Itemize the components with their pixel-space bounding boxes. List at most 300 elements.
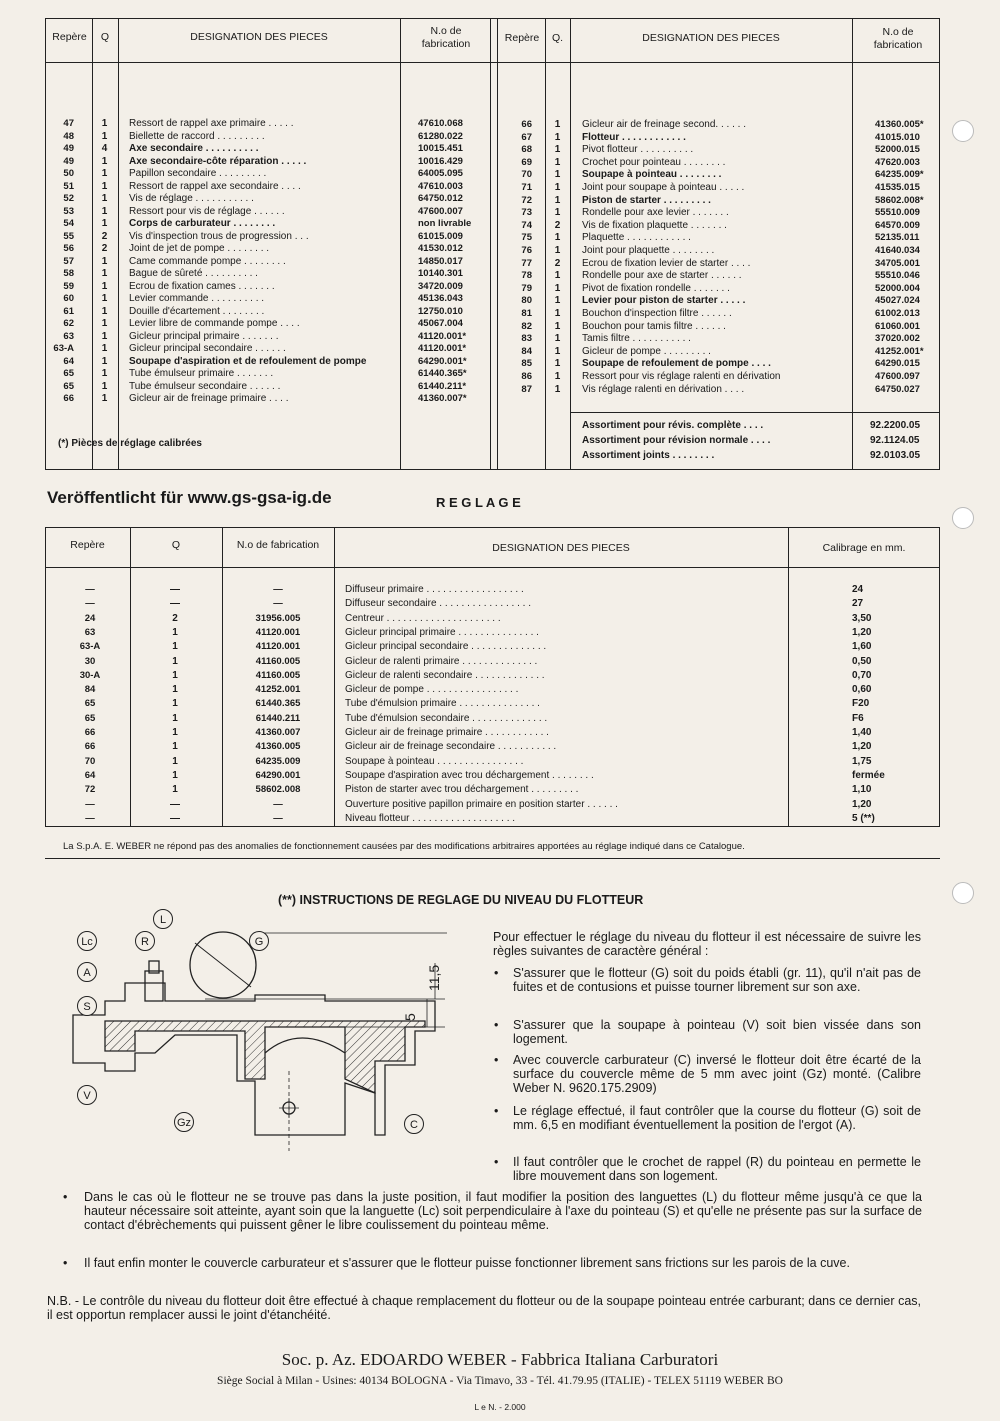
part-number: 41252.001* (875, 345, 924, 357)
part-q: 1 (554, 358, 561, 370)
reglage-q: 1 (172, 755, 178, 767)
reglage-calibrage: 1,40 (852, 727, 872, 738)
reglage-q: — (170, 812, 180, 824)
part-designation: Gicleur air de freinage primaire . . . . (129, 393, 289, 404)
reglage-repere: — (85, 598, 95, 610)
part-q: 1 (554, 207, 561, 219)
bullet-dot: • (63, 1256, 68, 1270)
part-repere: 59 (63, 280, 74, 292)
reglage-header-no: N.o de fabrication (236, 539, 320, 551)
reglage-title: R E G L A G E (436, 495, 521, 510)
reglage-q: 1 (172, 641, 178, 653)
part-designation: Corps de carburateur . . . . . . . . (129, 218, 276, 229)
assortment-number: 92.0103.05 (870, 450, 921, 461)
reglage-repere: 24 (84, 612, 96, 624)
reglage-calibrage: 1,20 (852, 626, 872, 638)
part-designation: Vis réglage ralenti en dérivation . . . . (582, 383, 745, 395)
part-designation: Biellette de raccord . . . . . . . . . (129, 130, 265, 142)
part-repere: 50 (63, 168, 74, 179)
part-repere: 52 (63, 193, 74, 204)
instruction-bullet: Le réglage effectué, il faut contrôler que la course du flotteur (G) soit de mm. 6,5 en modifiant éventuellement la position de l'ergot (A). (513, 1104, 921, 1132)
reglage-repere: 66 (84, 727, 96, 738)
part-repere: 87 (521, 383, 532, 395)
part-number: 10016.429 (418, 155, 463, 167)
part-designation: Plaquette . . . . . . . . . . . . (582, 232, 691, 244)
part-number: 52135.011 (875, 232, 920, 244)
disclaimer: La S.p.A. E. WEBER ne répond pas des anomalies de fonctionnement causées par des modifications arbitraires apportées au réglage indiqué dans ce Catalogue. (63, 841, 745, 852)
part-q: 2 (101, 243, 108, 254)
part-number: 41360.007* (418, 393, 467, 404)
reglage-q: 1 (172, 655, 178, 667)
part-number: 41120.001* (418, 343, 467, 354)
footer-address: Siège Social à Milan - Usines: 40134 BOLOGNA - Via Timavo, 33 - Tél. 41.79.95 (ITALIE) - TELEX 51119 WEBER BO (217, 1375, 783, 1387)
part-q: 2 (554, 219, 561, 231)
part-q: 1 (101, 293, 108, 304)
reglage-header-q: Q (171, 539, 181, 551)
header-no-2: N.o de fabrication (873, 26, 923, 51)
reglage-number: 61440.211 (255, 712, 301, 724)
header-designation: DESIGNATION DES PIECES (190, 31, 328, 43)
part-repere: 72 (521, 194, 532, 206)
reglage-number: 41120.001 (255, 626, 301, 638)
part-q: 1 (554, 371, 561, 382)
part-q: 1 (101, 318, 108, 329)
part-number: 47620.003 (875, 156, 920, 168)
instructions-intro: Pour effectuer le réglage du niveau du flotteur il est nécessaire de suivre les règles suivantes de caractère général : (493, 930, 921, 958)
reglage-calibrage: 1,10 (852, 784, 872, 796)
reglage-number: 41360.005 (255, 741, 301, 753)
part-repere: 63 (63, 330, 74, 342)
bullet-dot: • (494, 1155, 499, 1169)
assortment-number: 92.2200.05 (870, 420, 921, 431)
part-designation: Gicleur air de freinage second. . . . . . (582, 119, 746, 130)
part-q: 1 (101, 255, 108, 267)
part-q: 1 (101, 118, 108, 129)
reglage-q: 1 (172, 727, 178, 738)
part-number: 58602.008* (875, 194, 924, 206)
part-number: 14850.017 (418, 255, 463, 267)
assortment-label: Assortiment joints . . . . . . . . (582, 450, 715, 461)
reglage-calibrage: 27 (852, 598, 864, 610)
reglage-q: 1 (172, 626, 178, 638)
part-designation: Rondelle pour axe de starter . . . . . . (582, 270, 742, 282)
part-q: 2 (554, 257, 561, 269)
part-number: 64570.009 (875, 219, 920, 231)
part-q: 1 (554, 194, 561, 206)
instruction-bullet: Avec couvercle carburateur (C) inversé le flotteur doit être écarté de la surface du couvercle même de 5 mm avec joint (Gz) monté. (Calibre Weber N. 9620.175.2909) (513, 1053, 921, 1095)
reglage-q: 2 (172, 612, 178, 624)
reglage-calibrage: 5 (**) (852, 812, 875, 824)
part-q: 1 (554, 119, 561, 130)
reglage-designation: Diffuseur secondaire . . . . . . . . . . . . . . . . . (345, 598, 531, 610)
reglage-calibrage: 1,75 (852, 755, 872, 767)
part-q: 1 (101, 193, 108, 204)
reglage-q: — (170, 584, 180, 595)
reglage-header-designation: DESIGNATION DES PIECES (492, 542, 630, 554)
reglage-header-repere: Repère (70, 539, 105, 551)
reglage-repere: 66 (84, 741, 96, 753)
binder-hole (952, 120, 974, 142)
part-designation: Pivot de fixation rondelle . . . . . . . (582, 282, 730, 294)
reglage-designation: Niveau flotteur . . . . . . . . . . . . . . . . . . . (345, 812, 516, 824)
reglage-number: — (273, 584, 283, 595)
part-number: 64005.095 (418, 168, 463, 179)
part-number: 37020.002 (875, 333, 920, 345)
bullet-dot: • (494, 1053, 499, 1067)
reglage-designation: Gicleur de pompe . . . . . . . . . . . . . . . . . (345, 684, 519, 696)
label-s: S (77, 996, 97, 1016)
part-designation: Vis d'inspection trous de progression . . . (129, 230, 309, 242)
reglage-calibrage: F20 (852, 698, 870, 710)
part-repere: 75 (521, 232, 532, 244)
part-repere: 70 (521, 169, 532, 181)
part-q: 1 (101, 155, 108, 167)
part-q: 1 (101, 130, 108, 142)
part-number: 47600.097 (875, 371, 920, 382)
reglage-q: 1 (172, 741, 178, 753)
label-lc: Lc (77, 931, 97, 951)
reglage-calibrage: F6 (852, 712, 864, 724)
part-q: 1 (554, 295, 561, 307)
reglage-header-calibrage: Calibrage en mm. (822, 542, 906, 554)
reglage-number: 41160.005 (255, 655, 301, 667)
assortment-number: 92.1124.05 (870, 435, 920, 446)
dim-11-5: 11,5 (426, 964, 442, 991)
part-designation: Ecrou de fixation cames . . . . . . . (129, 280, 275, 292)
part-designation: Soupape à pointeau . . . . . . . . (582, 169, 722, 181)
binder-hole (952, 507, 974, 529)
reglage-designation: Diffuseur primaire . . . . . . . . . . . . . . . . . . (345, 584, 524, 595)
part-number: 61015.009 (418, 230, 463, 242)
instructions-box (45, 858, 940, 859)
reglage-designation: Centreur . . . . . . . . . . . . . . . . . . . . . (345, 612, 501, 624)
part-repere: 81 (521, 308, 532, 319)
reglage-q: 1 (172, 669, 178, 681)
part-number: 41015.010 (875, 131, 920, 143)
part-q: 1 (554, 345, 561, 357)
bullet-dot: • (494, 1104, 499, 1118)
part-q: 1 (554, 282, 561, 294)
part-q: 4 (101, 143, 108, 154)
part-number: 45027.024 (875, 295, 920, 307)
reglage-calibrage: 0,50 (852, 655, 872, 667)
reglage-number: 31956.005 (255, 612, 301, 624)
part-repere: 51 (63, 180, 74, 192)
part-repere: 63-A (53, 343, 74, 354)
part-q: 1 (101, 355, 108, 367)
part-repere: 47 (63, 118, 74, 129)
reglage-calibrage: 24 (852, 584, 864, 595)
part-number: 64290.001* (418, 355, 467, 367)
part-number: 64750.027 (875, 383, 920, 395)
part-number: 61440.211* (418, 380, 467, 392)
part-number: 52000.015 (875, 144, 920, 156)
part-designation: Came commande pompe . . . . . . . . (129, 255, 286, 267)
part-number: 41535.015 (875, 182, 920, 193)
part-designation: Pivot flotteur . . . . . . . . . . (582, 144, 694, 156)
part-q: 1 (554, 270, 561, 282)
part-number: 47600.007 (418, 205, 463, 217)
part-repere: 65 (63, 380, 74, 392)
part-designation: Ressort de rappel axe primaire . . . . . (129, 118, 294, 129)
part-q: 1 (101, 168, 108, 179)
part-repere: 73 (521, 207, 532, 219)
part-repere: 71 (521, 182, 532, 193)
bullet-dot: • (494, 966, 499, 980)
part-designation: Levier libre de commande pompe . . . . (129, 318, 300, 329)
part-q: 1 (554, 308, 561, 319)
part-number: 64235.009* (875, 169, 924, 181)
part-number: 45067.004 (418, 318, 463, 329)
part-repere: 56 (63, 243, 74, 254)
part-repere: 78 (521, 270, 532, 282)
part-designation: Vis de réglage . . . . . . . . . . . (129, 193, 254, 204)
part-repere: 77 (521, 257, 532, 269)
part-number: 47610.068 (418, 118, 463, 129)
reglage-q: 1 (172, 698, 178, 710)
reglage-repere: 64 (84, 769, 96, 781)
part-repere: 86 (521, 371, 532, 382)
part-designation: Joint de jet de pompe . . . . . . . . (129, 243, 270, 254)
footer-code: L e N. - 2.000 (474, 1402, 526, 1412)
part-number: 45136.043 (418, 293, 463, 304)
header-no: N.o de fabrication (421, 25, 471, 50)
part-repere: 69 (521, 156, 532, 168)
reglage-calibrage: 1,60 (852, 641, 872, 653)
part-q: 1 (554, 182, 561, 193)
part-number: 64750.012 (418, 193, 463, 204)
reglage-calibrage: fermée (852, 769, 885, 781)
part-repere: 80 (521, 295, 532, 307)
reglage-repere: 70 (84, 755, 96, 767)
reglage-designation: Gicleur principal secondaire . . . . . . . . . . . . . . (345, 641, 547, 653)
part-q: 1 (554, 169, 561, 181)
reglage-designation: Soupape d'aspiration avec trou déchargement . . . . . . . . (345, 769, 594, 781)
part-number: 41120.001* (418, 330, 467, 342)
part-designation: Bouchon d'inspection filtre . . . . . . (582, 308, 732, 319)
reglage-designation: Gicleur air de freinage primaire . . . . . . . . . . . . (345, 727, 549, 738)
reglage-number: — (273, 812, 283, 824)
part-q: 1 (101, 393, 108, 404)
reglage-number: — (273, 598, 283, 610)
reglage-repere: 72 (84, 784, 96, 796)
part-q: 1 (554, 333, 561, 345)
bullet-dot: • (494, 1018, 499, 1032)
part-number: non livrable (418, 218, 472, 229)
part-designation: Gicleur principal secondaire . . . . . . (129, 343, 286, 354)
part-q: 1 (101, 368, 108, 379)
footer-company: Soc. p. Az. EDOARDO WEBER - Fabbrica Italiana Carburatori (281, 1350, 719, 1369)
reglage-designation: Ouverture positive papillon primaire en position starter . . . . . . (345, 798, 618, 810)
binder-hole (952, 882, 974, 904)
reglage-q: 1 (172, 712, 178, 724)
reglage-designation: Gicleur air de freinage secondaire . . . . . . . . . . . (345, 741, 557, 753)
part-repere: 58 (63, 268, 74, 279)
part-repere: 54 (63, 218, 74, 229)
part-repere: 62 (63, 318, 74, 329)
part-designation: Ressort pour vis de réglage . . . . . . (129, 205, 285, 217)
part-number: 12750.010 (418, 305, 463, 317)
part-designation: Papillon secondaire . . . . . . . . . (129, 168, 267, 179)
part-q: 1 (101, 205, 108, 217)
part-repere: 84 (521, 345, 532, 357)
reglage-repere: 63-A (79, 641, 101, 653)
reglage-designation: Tube d'émulsion primaire . . . . . . . . . . . . . . . (345, 698, 540, 710)
part-number: 47610.003 (418, 180, 463, 192)
reglage-repere: — (85, 584, 95, 595)
reglage-calibrage: 1,20 (852, 798, 872, 810)
part-number: 41360.005* (875, 119, 924, 130)
part-designation: Piston de starter . . . . . . . . . (582, 194, 711, 206)
part-designation: Tube émulseur primaire . . . . . . . (129, 368, 274, 379)
part-designation: Tamis filtre . . . . . . . . . . . (582, 333, 691, 345)
label-gz: Gz (174, 1112, 194, 1132)
reglage-number: 41160.005 (255, 669, 301, 681)
reglage-designation: Tube d'émulsion secondaire . . . . . . . . . . . . . . (345, 712, 548, 724)
part-designation: Soupape de refoulement de pompe . . . . (582, 358, 771, 370)
header-q-2: Q. (551, 32, 564, 44)
label-a: A (77, 962, 97, 982)
part-q: 1 (554, 383, 561, 395)
reglage-q: 1 (172, 684, 178, 696)
instruction-bullet: S'assurer que la soupape à pointeau (V) soit bien vissée dans son logement. (513, 1018, 921, 1046)
instruction-bullet: S'assurer que le flotteur (G) soit du poids établi (gr. 11), qu'il n'ait pas de fuites et de contusions et puisse tourner librement sur son axe. (513, 966, 921, 994)
reglage-number: 41252.001 (255, 684, 301, 696)
part-number: 61002.013 (875, 308, 920, 319)
label-l: L (153, 909, 173, 929)
instructions-title: (**) INSTRUCTIONS DE REGLAGE DU NIVEAU DU FLOTTEUR (278, 893, 644, 907)
assortment-label: Assortiment pour révis. complète . . . . (582, 420, 764, 431)
part-q: 1 (101, 380, 108, 392)
part-q: 1 (101, 218, 108, 229)
reglage-repere: — (85, 812, 95, 824)
part-repere: 83 (521, 333, 532, 345)
part-repere: 76 (521, 245, 532, 256)
part-repere: 68 (521, 144, 532, 156)
reglage-designation: Gicleur principal primaire . . . . . . . . . . . . . . . (345, 626, 539, 638)
reglage-repere: — (85, 798, 95, 810)
part-designation: Axe secondaire-côte réparation . . . . . (129, 155, 307, 167)
part-designation: Levier commande . . . . . . . . . . (129, 293, 265, 304)
part-designation: Ressort de rappel axe secondaire . . . . (129, 180, 301, 192)
part-designation: Flotteur . . . . . . . . . . . . (582, 131, 686, 143)
calibrated-note: (*) Pièces de réglage calibrées (58, 438, 202, 449)
part-q: 1 (101, 305, 108, 317)
part-q: 1 (101, 330, 108, 342)
label-v: V (77, 1085, 97, 1105)
reglage-q: — (170, 598, 180, 610)
reglage-q: 1 (172, 784, 178, 796)
part-repere: 82 (521, 320, 532, 332)
reglage-calibrage: 0,70 (852, 669, 872, 681)
part-repere: 65 (63, 368, 74, 379)
part-designation: Douille d'écartement . . . . . . . . (129, 305, 265, 317)
part-designation: Rondelle pour axe levier . . . . . . . (582, 207, 729, 219)
part-designation: Bague de sûreté . . . . . . . . . . (129, 268, 258, 279)
bullet-dot: • (63, 1190, 68, 1204)
reglage-designation: Gicleur de ralenti secondaire . . . . . . . . . . . . . (345, 669, 545, 681)
part-q: 1 (554, 245, 561, 256)
reglage-number: 41360.007 (255, 727, 301, 738)
header-repere: Repère (52, 31, 87, 43)
part-repere: 85 (521, 358, 532, 370)
label-g: G (249, 931, 269, 951)
part-repere: 49 (63, 155, 74, 167)
label-r: R (135, 931, 155, 951)
instruction-bullet: Il faut contrôler que le crochet de rappel (R) du pointeau en permette le libre mouvement dans son logement. (513, 1155, 921, 1183)
header-repere-2: Repère (504, 32, 540, 44)
part-number: 61060.001 (875, 320, 920, 332)
part-repere: 55 (63, 230, 74, 242)
part-repere: 60 (63, 293, 74, 304)
part-designation: Soupape d'aspiration et de refoulement de pompe (129, 355, 367, 367)
part-q: 1 (101, 180, 108, 192)
part-number: 10015.451 (418, 143, 463, 154)
part-designation: Bouchon pour tamis filtre . . . . . . (582, 320, 726, 332)
reglage-repere: 30 (84, 655, 96, 667)
reglage-number: 58602.008 (255, 784, 301, 796)
reglage-number: 41120.001 (255, 641, 301, 653)
reglage-calibrage: 1,20 (852, 741, 872, 753)
part-number: 55510.009 (875, 207, 920, 219)
part-q: 1 (101, 268, 108, 279)
part-q: 1 (101, 343, 108, 354)
part-q: 1 (554, 320, 561, 332)
assortment-label: Assortiment pour révision normale . . . . (582, 435, 771, 446)
part-designation: Axe secondaire . . . . . . . . . . (129, 143, 259, 154)
part-number: 61440.365* (418, 368, 467, 379)
reglage-designation: Soupape à pointeau . . . . . . . . . . . . . . . . (345, 755, 524, 767)
part-repere: 49 (63, 143, 74, 154)
part-designation: Joint pour soupape à pointeau . . . . . (582, 182, 745, 193)
reglage-calibrage: 3,50 (852, 612, 872, 624)
reglage-q: 1 (172, 769, 178, 781)
part-designation: Tube émulseur secondaire . . . . . . (129, 380, 281, 392)
part-number: 41530.012 (418, 243, 463, 254)
reglage-repere: 65 (84, 712, 96, 724)
part-repere: 48 (63, 130, 74, 142)
part-q: 1 (554, 144, 561, 156)
part-designation: Vis de fixation plaquette . . . . . . . (582, 219, 727, 231)
part-q: 1 (554, 232, 561, 244)
part-designation: Ecrou de fixation levier de starter . . . . (582, 257, 751, 269)
part-repere: 66 (63, 393, 74, 404)
nb-note: N.B. - Le contrôle du niveau du flotteur doit être effectué à chaque remplacement du flotteur ou de la soupape pointeau entrée carburant; dans ce dernier cas, il est opportun remplacer aussi le joint d'étanchéité. (47, 1294, 921, 1322)
reglage-repere: 65 (84, 698, 96, 710)
published-banner: Veröffentlicht für www.gs-gsa-ig.de (47, 488, 332, 507)
reglage-designation: Piston de starter avec trou déchargement . . . . . . . . . (345, 784, 579, 796)
part-number: 52000.004 (875, 282, 920, 294)
part-designation: Ressort pour vis réglage ralenti en dérivation (582, 371, 781, 382)
reglage-number: 61440.365 (255, 698, 301, 710)
part-q: 2 (101, 230, 108, 242)
instruction-bullet-full: Il faut enfin monter le couvercle carburateur et s'assurer que le flotteur puisse fonctionner librement sans frictions sur les parois de la cuve. (84, 1256, 850, 1270)
dim-5: 5 (402, 1013, 418, 1021)
instruction-bullet-full: Dans le cas où le flotteur ne se trouve pas dans la juste position, il faut modifier la position des languettes (L) du flotteur même jusqu'à ce que la hauteur nécessaire soit atteinte, ayant soin que la languette (Lc) soit perpendiculaire à l'axe du pointeau (S) et qu'elle ne présente pas sur la surface de contact d'ébrèchements qui puissent gêner le libre coulissement du pointeau même. (84, 1190, 922, 1232)
reglage-number: 64235.009 (255, 755, 301, 767)
part-repere: 67 (521, 131, 532, 143)
part-designation: Joint pour plaquette . . . . . . . . (582, 245, 715, 256)
reglage-repere: 30-A (79, 669, 101, 681)
part-number: 64290.015 (875, 358, 920, 370)
reglage-designation: Gicleur de ralenti primaire . . . . . . . . . . . . . . (345, 655, 538, 667)
header-q: Q (100, 31, 110, 43)
part-q: 1 (554, 156, 561, 168)
part-repere: 66 (521, 119, 532, 130)
part-repere: 79 (521, 282, 532, 294)
reglage-number: — (273, 798, 283, 810)
part-designation: Crochet pour pointeau . . . . . . . . (582, 156, 726, 168)
